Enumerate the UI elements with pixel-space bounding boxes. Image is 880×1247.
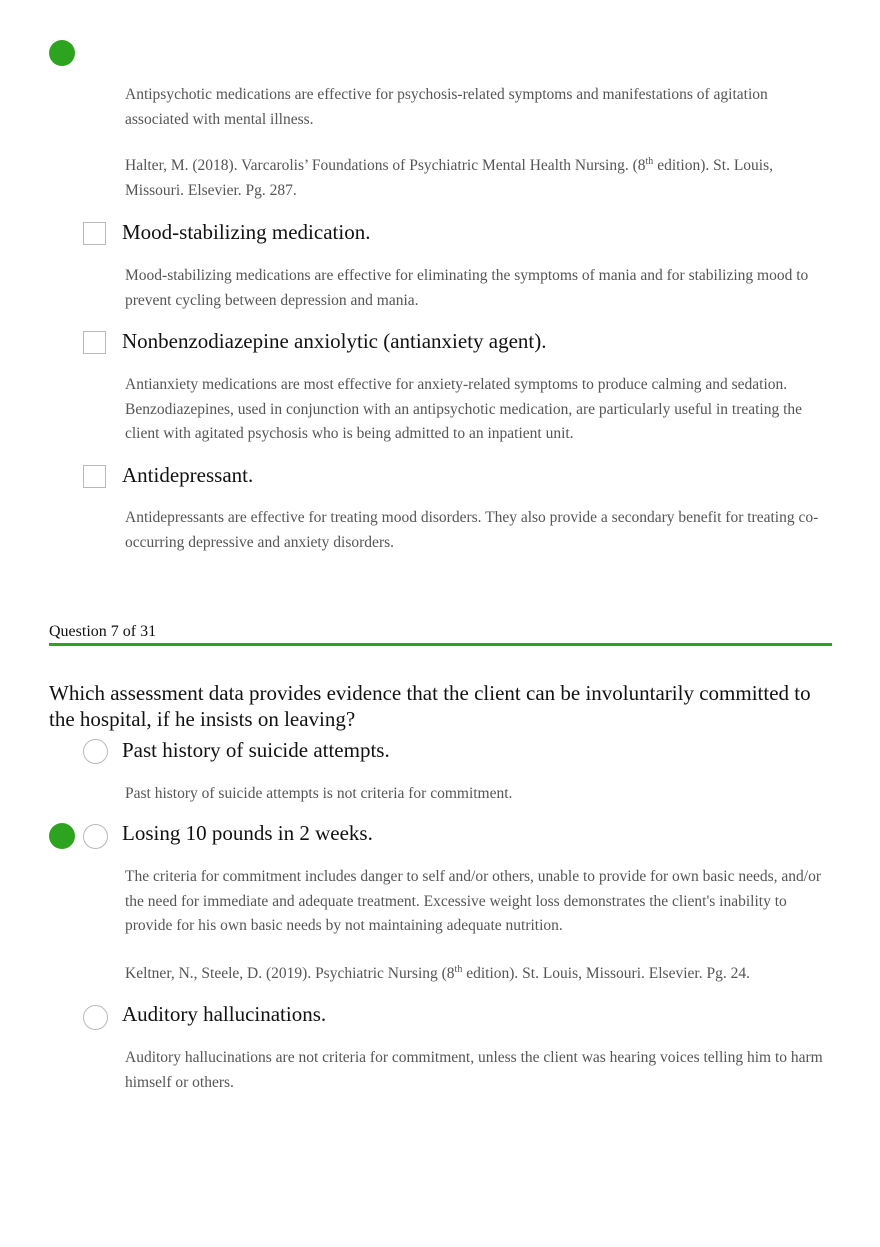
- option-checkbox[interactable]: [83, 331, 106, 354]
- option-checkbox[interactable]: [83, 465, 106, 488]
- option-checkbox[interactable]: [83, 222, 106, 245]
- option-label[interactable]: Nonbenzodiazepine anxiolytic (antianxiety agent).: [122, 329, 547, 353]
- option-radio[interactable]: [83, 1005, 108, 1030]
- reference-citation: Keltner, N., Steele, D. (2019). Psychiatric Nursing (8th edition). St. Louis, Missouri. Elsevier. Pg. 24.: [125, 963, 750, 982]
- option-explanation: Auditory hallucinations are not criteria for commitment, unless the client was hearing voices telling him to harm himself or others.: [125, 1049, 823, 1091]
- option-explanation: Antianxiety medications are most effective for anxiety-related symptoms to produce calming and sedation. Benzodiazepines, used in conjunction with an antipsychotic medication, are particularly useful in treating the client with agitated psychosis who is being admitted to an inpatient unit.: [125, 376, 803, 442]
- selected-option-explanation: Antipsychotic medications are effective for psychosis-related symptoms and manifestations of agitation associated with mental illness.: [125, 86, 768, 128]
- question-prompt: Which assessment data provides evidence that the client can be involuntarily committed to the hospital, if he insists on leaving?: [49, 681, 811, 731]
- header-divider: [49, 643, 832, 646]
- option-explanation: Past history of suicide attempts is not criteria for commitment.: [125, 785, 513, 802]
- correct-answer-indicator-icon: [49, 40, 75, 66]
- option-label[interactable]: Losing 10 pounds in 2 weeks.: [122, 821, 373, 845]
- option-label[interactable]: Mood-stabilizing medication.: [122, 220, 371, 244]
- option-label[interactable]: Auditory hallucinations.: [122, 1002, 327, 1026]
- option-radio[interactable]: [83, 739, 108, 764]
- option-label[interactable]: Antidepressant.: [122, 463, 254, 487]
- option-radio[interactable]: [83, 824, 108, 849]
- option-label[interactable]: Past history of suicide attempts.: [122, 738, 390, 762]
- option-explanation: Antidepressants are effective for treating mood disorders. They also provide a secondary benefit for treating co-occurring depressive and anxiety disorders.: [125, 509, 819, 551]
- option-explanation: Mood-stabilizing medications are effective for eliminating the symptoms of mania and for stabilizing mood to prevent cycling between depression and mania.: [125, 267, 809, 309]
- option-explanation: The criteria for commitment includes danger to self and/or others, unable to provide for own basic needs, and/or the need for immediate and adequate treatment. Excessive weight loss demonstrates the client's inability to provide for his own basic needs by not maintaining adequate nutrition.: [125, 868, 821, 934]
- correct-answer-indicator-icon: [49, 823, 75, 849]
- reference-citation: Halter, M. (2018). Varcarolis’ Foundations of Psychiatric Mental Health Nursing. (8th edition). St. Louis, Missouri. Elsevier. Pg. 287.: [125, 155, 774, 199]
- question-number-header: Question 7 of 31: [49, 623, 157, 640]
